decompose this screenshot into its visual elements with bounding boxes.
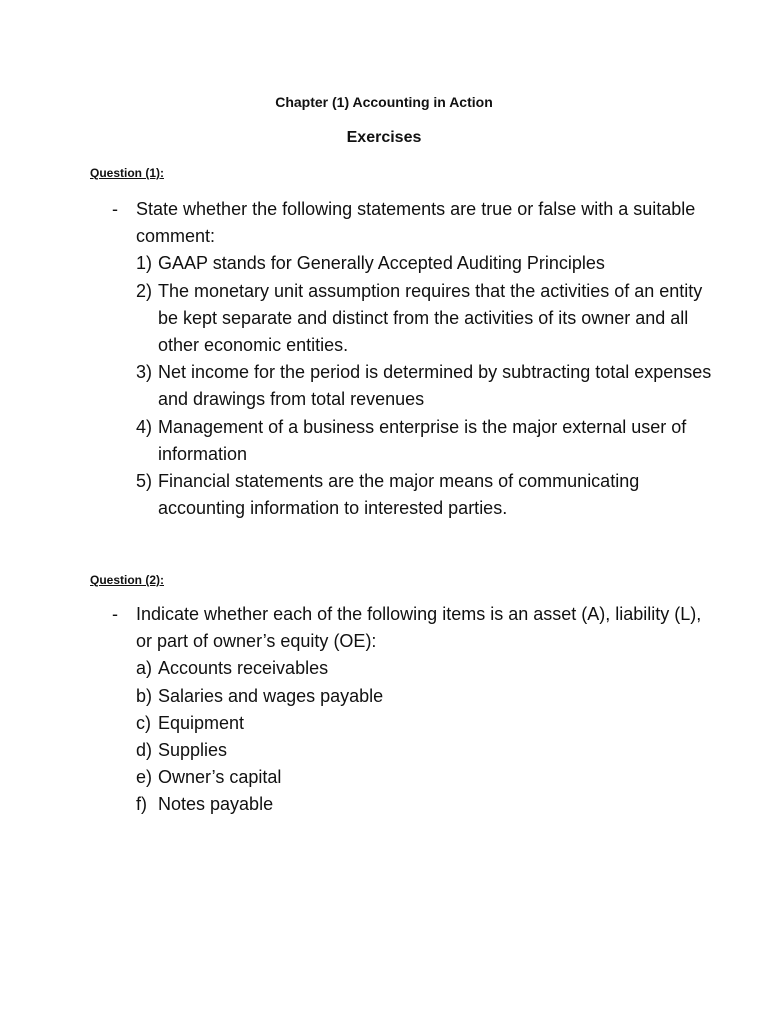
section-title: Exercises [346, 129, 422, 146]
list-marker: 5) [136, 471, 153, 492]
list-marker: c) [136, 712, 151, 733]
list-marker: b) [136, 685, 153, 706]
list-item [112, 655, 712, 682]
list-item [112, 359, 712, 413]
list-marker: 4) [136, 416, 153, 437]
chapter-title: Chapter (1) Accounting in Action [275, 94, 493, 110]
list-marker: 3) [136, 362, 153, 383]
bullet-dash: - [112, 199, 118, 219]
question-1-label: Question (1): [90, 166, 164, 180]
list-marker: 1) [136, 253, 153, 274]
list-marker: a) [136, 658, 153, 679]
list-item-text: Financial statements are the major means of communicating accounting information to interested parties. [158, 471, 640, 519]
question-2-prompt [112, 601, 712, 655]
list-item-text: Accounts receivables [158, 658, 329, 679]
list-item [112, 250, 712, 277]
question-1-list [112, 250, 712, 522]
list-item-text: Salaries and wages payable [158, 685, 384, 706]
question-2-prompt-text: Indicate whether each of the following items is an asset (A), liability (L), or part of owner’s equity (OE): [136, 604, 702, 652]
question-2-label: Question (2): [90, 573, 164, 587]
question-1-prompt-text: State whether the following statements are true or false with a suitable comment: [136, 199, 696, 247]
list-item-text: Notes payable [158, 794, 274, 815]
list-item [112, 710, 712, 737]
list-marker: e) [136, 767, 153, 788]
list-item [112, 764, 712, 791]
list-item-text: Net income for the period is determined by subtracting total expenses and drawings from total revenues [158, 362, 712, 410]
list-item-text: GAAP stands for Generally Accepted Auditing Principles [158, 253, 605, 274]
list-item-text: Owner’s capital [158, 767, 282, 788]
question-2-body [112, 601, 712, 819]
list-item-text: The monetary unit assumption requires that the activities of an entity be kept separate and distinct from the activities of its owner and all other economic entities. [158, 280, 703, 356]
list-item-text: Equipment [158, 712, 245, 733]
list-item [112, 414, 712, 468]
list-item [112, 737, 712, 764]
list-item [112, 278, 712, 360]
list-item [112, 791, 712, 818]
list-item [112, 683, 712, 710]
list-item-text: Management of a business enterprise is the major external user of information [158, 416, 687, 464]
list-item [112, 468, 712, 522]
question-1-prompt [112, 196, 712, 250]
bullet-dash: - [112, 604, 118, 624]
list-marker: f) [136, 794, 147, 815]
list-marker: 2) [136, 280, 153, 301]
question-1-body [112, 196, 712, 522]
list-item-text: Supplies [158, 740, 228, 761]
list-marker: d) [136, 740, 153, 761]
question-2-list [112, 655, 712, 818]
